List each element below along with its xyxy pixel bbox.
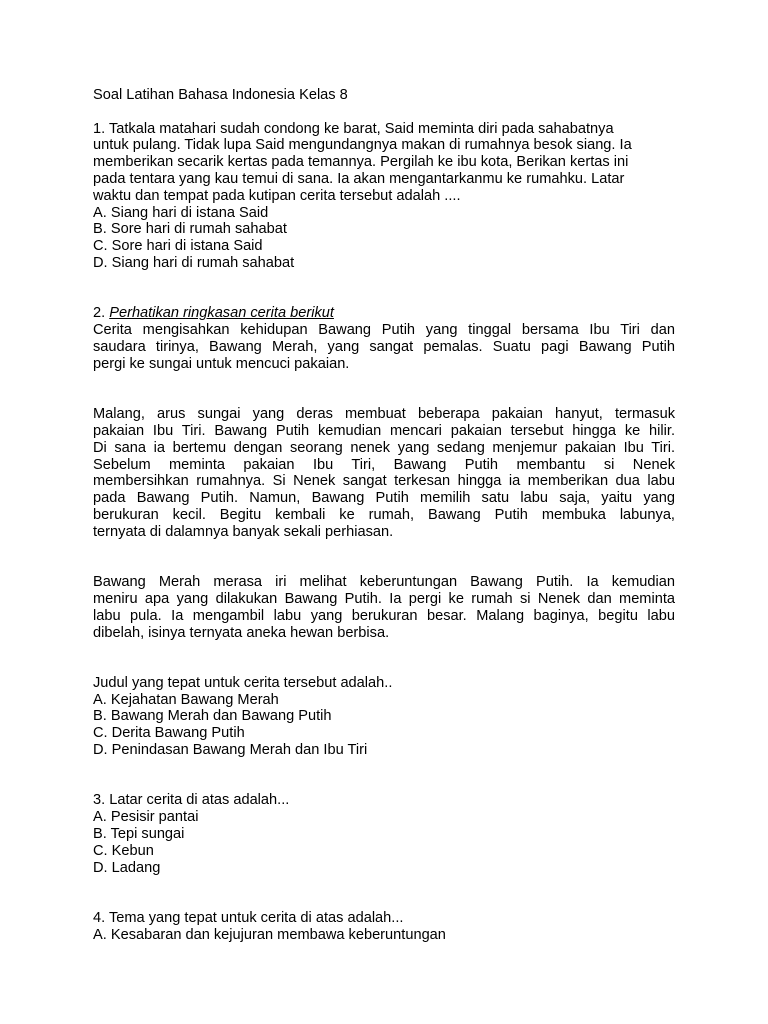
story-paragraph-2 bbox=[93, 406, 675, 540]
q1-line: waktu dan tempat pada kutipan cerita tersebut adalah .... bbox=[93, 187, 461, 204]
story-line: pada Bawang Putih. Namun, Bawang Putih memilih satu labu saja, yaitu yang bbox=[93, 490, 675, 507]
q1-line: untuk pulang. Tidak lupa Said mengundangnya makan di rumahnya besok siang. Ia bbox=[93, 137, 632, 154]
story-line: pergi ke sungai untuk mencuci pakaian. bbox=[93, 355, 350, 372]
story-line: berukuran kecil. Begitu kembali ke rumah, Bawang Putih membuka labunya, bbox=[93, 506, 675, 523]
q1-option: C. Sore hari di istana Said bbox=[93, 238, 263, 255]
story-paragraph-1 bbox=[93, 322, 675, 372]
q2-heading bbox=[93, 305, 675, 322]
story-line: membersihkan rumahnya. Si Nenek sangat terkesan hingga ia memberikan dua labu bbox=[93, 473, 675, 490]
q1-line: memberikan secarik kertas pada temannya. Pergilah ke ibu kota, Berikan kertas ini bbox=[93, 154, 629, 171]
q1-option: B. Sore hari di rumah sahabat bbox=[93, 221, 287, 238]
q2-option: D. Penindasan Bawang Merah dan Ibu Tiri bbox=[93, 742, 368, 759]
story-line: Sebelum meminta pakaian Ibu Tiri, Bawang Putih membantu si Nenek bbox=[93, 456, 675, 473]
question-1 bbox=[93, 121, 675, 272]
question-2 bbox=[93, 305, 675, 759]
q3-option: C. Kebun bbox=[93, 842, 154, 859]
q2-question: Judul yang tepat untuk cerita tersebut adalah.. bbox=[93, 674, 393, 691]
story-line: Di sana ia bertemu dengan seorang nenek yang sedang menjemur pakaian Ibu Tiri. bbox=[93, 439, 675, 456]
q3-question: 3. Latar cerita di atas adalah... bbox=[93, 792, 290, 809]
document-title: Soal Latihan Bahasa Indonesia Kelas 8 bbox=[93, 87, 348, 103]
q3-option: B. Tepi sungai bbox=[93, 826, 185, 843]
q1-option: A. Siang hari di istana Said bbox=[93, 204, 269, 221]
story-line: meniru apa yang dilakukan Bawang Putih. Ia pergi ke rumah si Nenek dan meminta bbox=[93, 590, 675, 607]
story-paragraph-3 bbox=[93, 574, 675, 641]
q2-option: C. Derita Bawang Putih bbox=[93, 725, 245, 742]
q4-option: A. Kesabaran dan kejujuran membawa keberuntungan bbox=[93, 926, 446, 943]
q3-option: D. Ladang bbox=[93, 859, 161, 876]
q2-option: A. Kejahatan Bawang Merah bbox=[93, 691, 279, 708]
story-line: ternyata di dalamnya banyak sekali perhiasan. bbox=[93, 523, 394, 540]
story-line: saudara tirinya, Bawang Merah, yang sangat pemalas. Suatu pagi Bawang Putih bbox=[93, 338, 675, 355]
q2-option: B. Bawang Merah dan Bawang Putih bbox=[93, 708, 332, 725]
document-body bbox=[93, 87, 675, 944]
story-line: pakaian Ibu Tiri. Bawang Putih kemudian mencari pakaian tersebut hingga ke hilir. bbox=[93, 422, 675, 439]
question-3 bbox=[93, 792, 675, 876]
q4-question: 4. Tema yang tepat untuk cerita di atas adalah... bbox=[93, 910, 404, 927]
q3-option: A. Pesisir pantai bbox=[93, 809, 199, 826]
q2-number: 2. bbox=[93, 305, 106, 322]
story-line: dibelah, isinya ternyata aneka hewan berbisa. bbox=[93, 624, 390, 641]
story-line: labu pula. Ia mengambil labu yang berukuran besar. Malang baginya, begitu labu bbox=[93, 607, 675, 624]
q2-heading-text: Perhatikan ringkasan cerita berikut bbox=[109, 305, 334, 322]
q1-line: 1. Tatkala matahari sudah condong ke barat, Said meminta diri pada sahabatnya bbox=[93, 120, 614, 137]
story-line: Bawang Merah merasa iri melihat keberuntungan Bawang Putih. Ia kemudian bbox=[93, 574, 675, 591]
q1-line: pada tentara yang kau temui di sana. Ia akan mengantarkanmu ke rumahku. Latar bbox=[93, 170, 625, 187]
q1-option: D. Siang hari di rumah sahabat bbox=[93, 254, 295, 271]
story-line: Malang, arus sungai yang deras membuat beberapa pakaian hanyut, termasuk bbox=[93, 406, 675, 423]
question-4 bbox=[93, 910, 675, 944]
story-line: Cerita mengisahkan kehidupan Bawang Putih yang tinggal bersama Ibu Tiri dan bbox=[93, 322, 675, 339]
